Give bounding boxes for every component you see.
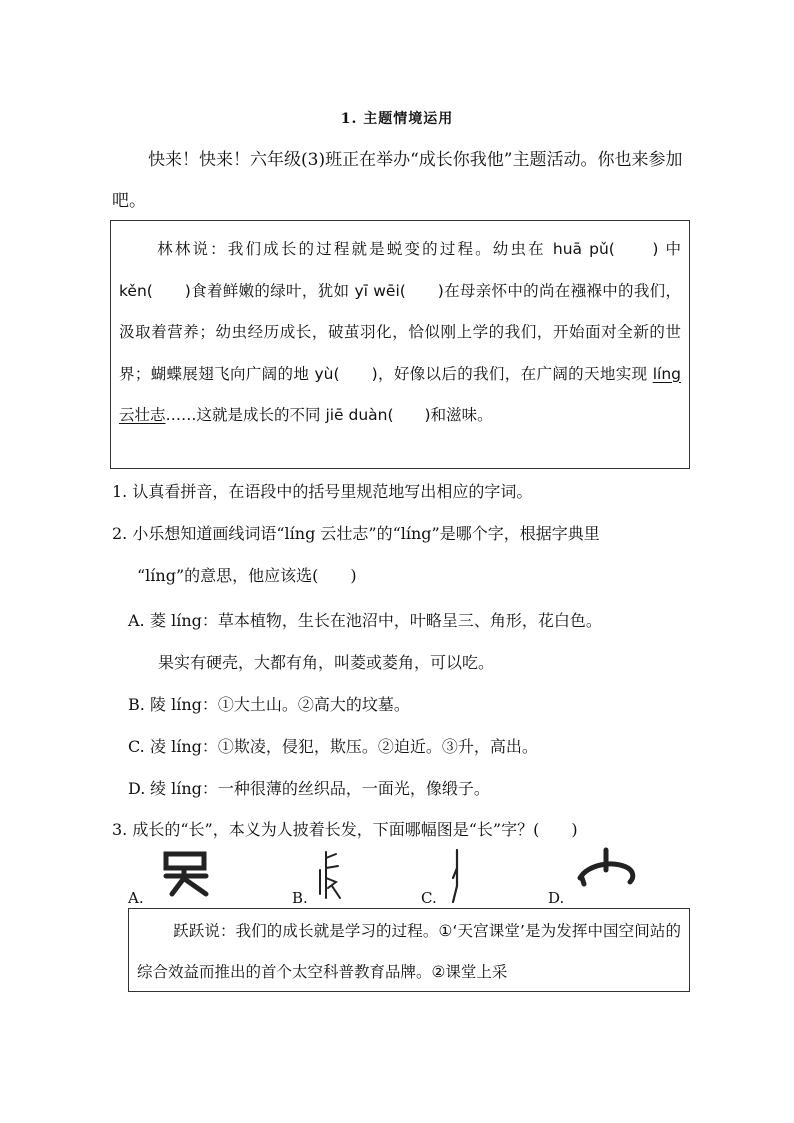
- passage-2-speaker: 跃跃说：: [173, 922, 236, 940]
- passage-box-linlin: [110, 220, 690, 469]
- option-b[interactable]: [128, 692, 410, 715]
- option-c[interactable]: [128, 734, 538, 757]
- option-c-letter: C.: [128, 737, 145, 756]
- passage-speaker: 林林说：: [155, 240, 228, 258]
- image-option-b-label[interactable]: B.: [292, 889, 308, 907]
- question-2-line-1: 2. 小乐想知道画线词语“líng 云壮志”的“líng”是哪个字，根据字典里: [112, 524, 600, 543]
- ancient-glyph-a-icon[interactable]: [158, 848, 214, 900]
- ancient-glyph-d-icon[interactable]: [574, 846, 638, 902]
- ancient-glyph-c-icon[interactable]: [448, 848, 464, 904]
- option-b-text: 陵 líng：①大土山。②高大的坟墓。: [150, 695, 410, 714]
- passage-text: [119, 229, 681, 437]
- section-title: 1. 主题情境运用: [340, 111, 454, 127]
- option-d-letter: D.: [128, 779, 146, 798]
- passage-box-yueyue: [128, 908, 690, 992]
- option-a-continuation: 果实有硬壳，大都有角，叫菱或菱角，可以吃。: [158, 653, 495, 672]
- image-option-d-label[interactable]: D.: [548, 889, 565, 907]
- passage-2-text: [137, 911, 681, 993]
- option-d-text: 绫 líng：一种很薄的丝织品，一面光，像缎子。: [150, 779, 490, 798]
- option-c-text: 凌 líng：①欺凌，侵犯，欺压。②迫近。③升，高出。: [150, 737, 538, 756]
- option-a[interactable]: [128, 608, 602, 631]
- image-option-a-label[interactable]: A.: [128, 889, 144, 907]
- option-a-text: 菱 líng：草本植物，生长在池沼中，叶略呈三、角形，花白色。: [150, 611, 602, 630]
- intro-text: 快来！快来！六年级(3)班正在举办“成长你我他”主题活动。你也来参加吧。: [112, 150, 683, 211]
- question-2-line-2: “líng”的意思，他应该选( ): [137, 566, 357, 585]
- passage-2-body: 我们的成长就是学习的过程。①‘天宫课堂’是为发挥中国空间站的综合效益而推出的首个太空科普教育品牌。②课堂上采: [137, 922, 681, 981]
- image-option-c-label[interactable]: C.: [421, 889, 437, 907]
- intro-paragraph: [112, 140, 692, 222]
- passage-part-1: 我们成长的过程就是蜕变的过程。幼虫在 huā pǔ( ) 中 kěn( )食着鲜嫩的绿叶，犹如 yī wēi( )在母亲怀中的尚在襁褓中的我们，汲取着营养；幼虫经历成长，破茧羽化，恰似刚上学的我们，开始面对全新的世界；蝴蝶展翅飞向广阔的地 yù( )，好像以后的我们，在广阔的天地实现: [119, 240, 681, 383]
- passage-part-2: ……这就是成长的不同 jiē duàn( )和滋味。: [165, 406, 493, 424]
- ancient-glyph-b-icon[interactable]: [316, 848, 342, 902]
- question-3: 3. 成长的“长”，本义为人披着长发，下面哪幅图是“长”字？( ): [112, 820, 578, 839]
- option-b-letter: B.: [128, 695, 145, 714]
- question-1: 1. 认真看拼音，在语段中的括号里规范地写出相应的字词。: [112, 482, 533, 501]
- option-a-letter: A.: [128, 611, 145, 630]
- underlined-phrase: líng 云壮志: [119, 364, 681, 424]
- option-d[interactable]: [128, 776, 490, 799]
